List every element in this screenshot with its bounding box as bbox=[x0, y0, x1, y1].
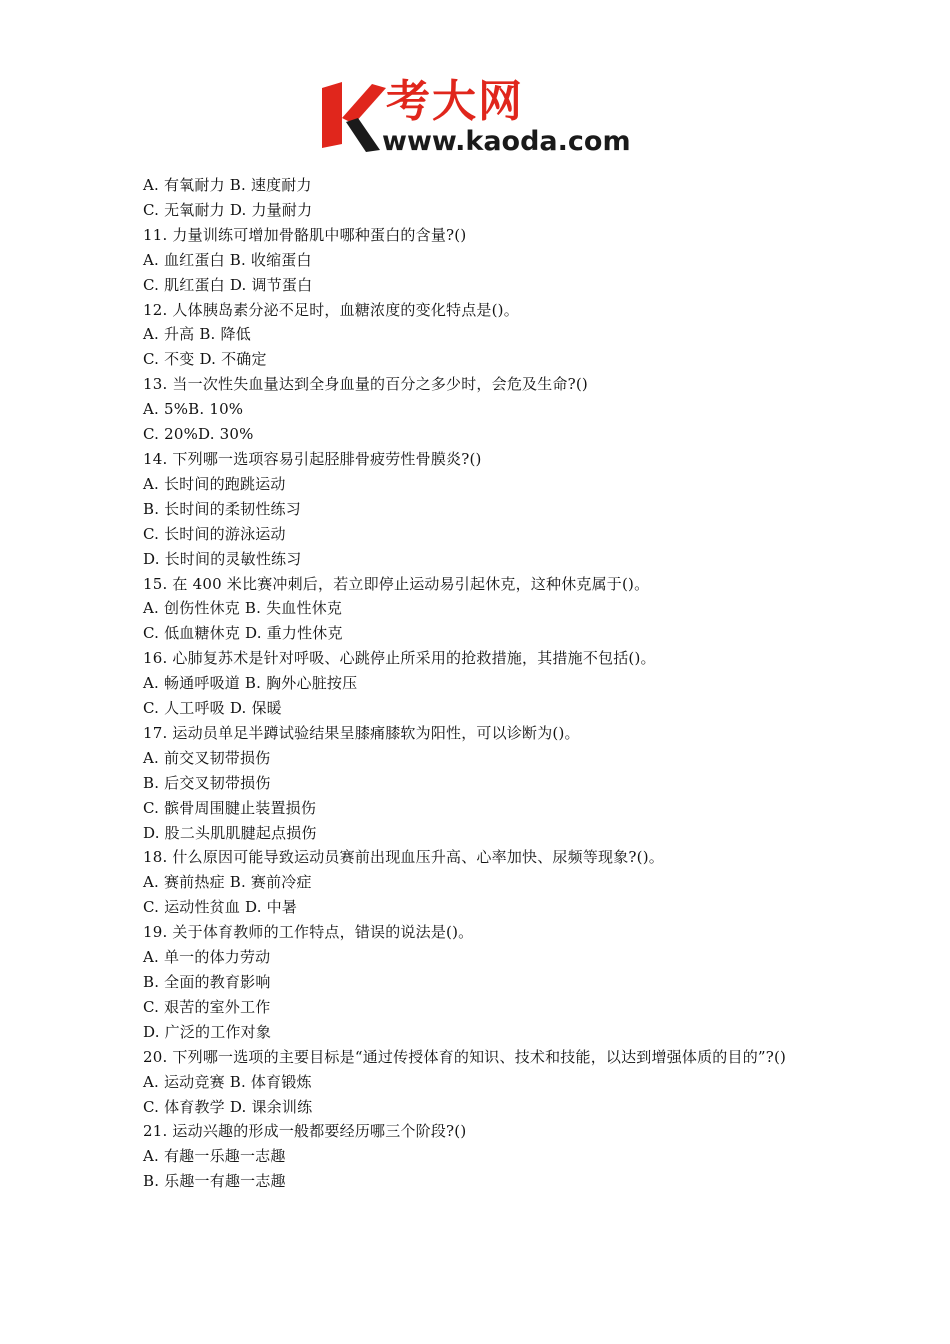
site-logo[interactable] bbox=[320, 78, 650, 160]
option-line: A. 前交叉韧带损伤 bbox=[143, 748, 271, 767]
question-12: 12. 人体胰岛素分泌不足时，血糖浓度的变化特点是()。 bbox=[143, 300, 519, 319]
logo-url: www.kaoda.com bbox=[382, 126, 631, 157]
option-line: A. 升高 B. 降低 bbox=[143, 325, 251, 344]
option-line: A. 有趣一乐趣一志趣 bbox=[143, 1147, 286, 1166]
logo-title: 考大网 bbox=[386, 76, 524, 127]
k-logo-icon bbox=[320, 78, 390, 160]
question-15: 15. 在 400 米比赛冲刺后，若立即停止运动易引起休克，这种休克属于()。 bbox=[143, 574, 650, 593]
question-17: 17. 运动员单足半蹲试验结果呈膝痛膝软为阳性，可以诊断为()。 bbox=[143, 723, 580, 742]
option-line: C. 不变 D. 不确定 bbox=[143, 350, 267, 369]
question-14: 14. 下列哪一选项容易引起胫腓骨疲劳性骨膜炎?() bbox=[143, 449, 482, 468]
question-19: 19. 关于体育教师的工作特点，错误的说法是()。 bbox=[143, 923, 474, 942]
option-line: A. 单一的体力劳动 bbox=[143, 948, 271, 967]
option-line: D. 股二头肌肌腱起点损伤 bbox=[143, 823, 317, 842]
option-line: C. 长时间的游泳运动 bbox=[143, 524, 286, 543]
option-line: A. 长时间的跑跳运动 bbox=[143, 474, 286, 493]
option-line: C. 体育教学 D. 课余训练 bbox=[143, 1097, 313, 1116]
question-13: 13. 当一次性失血量达到全身血量的百分之多少时，会危及生命?() bbox=[143, 375, 588, 394]
option-line: C. 20%D. 30% bbox=[143, 425, 254, 444]
option-line: B. 全面的教育影响 bbox=[143, 973, 271, 991]
option-line: C. 无氧耐力 D. 力量耐力 bbox=[143, 200, 313, 219]
question-20: 20. 下列哪一选项的主要目标是“通过传授体育的知识、技术和技能，以达到增强体质的目的”?() bbox=[143, 1047, 787, 1066]
option-line: C. 人工呼吸 D. 保暖 bbox=[143, 699, 282, 718]
option-line: D. 长时间的灵敏性练习 bbox=[143, 549, 302, 568]
option-line: B. 乐趣一有趣一志趣 bbox=[143, 1172, 286, 1191]
option-line: B. 后交叉韧带损伤 bbox=[143, 773, 271, 792]
option-line: C. 髌骨周围腱止装置损伤 bbox=[143, 798, 317, 817]
option-line: A. 赛前热症 B. 赛前冷症 bbox=[143, 873, 312, 892]
option-line: A. 运动竞赛 B. 体育锻炼 bbox=[143, 1072, 312, 1091]
option-line: C. 运动性贫血 D. 中暑 bbox=[143, 898, 298, 917]
question-18: 18. 什么原因可能导致运动员赛前出现血压升高、心率加快、尿频等现象?()。 bbox=[143, 848, 664, 867]
question-content bbox=[143, 173, 813, 1194]
option-line: A. 创伤性休克 B. 失血性休克 bbox=[143, 599, 343, 618]
option-line: C. 低血糖休克 D. 重力性休克 bbox=[143, 624, 343, 643]
question-21: 21. 运动兴趣的形成一般都要经历哪三个阶段?() bbox=[143, 1122, 467, 1141]
option-line: A. 有氧耐力 B. 速度耐力 bbox=[143, 176, 312, 194]
option-line: C. 肌红蛋白 D. 调节蛋白 bbox=[143, 275, 313, 294]
question-11: 11. 力量训练可增加骨骼肌中哪种蛋白的含量?() bbox=[143, 225, 467, 244]
option-line: A. 5%B. 10% bbox=[143, 400, 244, 419]
option-line: D. 广泛的工作对象 bbox=[143, 1022, 272, 1041]
option-line: B. 长时间的柔韧性练习 bbox=[143, 499, 301, 518]
option-line: A. 畅通呼吸道 B. 胸外心脏按压 bbox=[143, 674, 358, 693]
option-line: A. 血红蛋白 B. 收缩蛋白 bbox=[143, 250, 312, 269]
option-line: C. 艰苦的室外工作 bbox=[143, 997, 271, 1016]
question-16: 16. 心肺复苏术是针对呼吸、心跳停止所采用的抢救措施，其措施不包括()。 bbox=[143, 649, 656, 668]
